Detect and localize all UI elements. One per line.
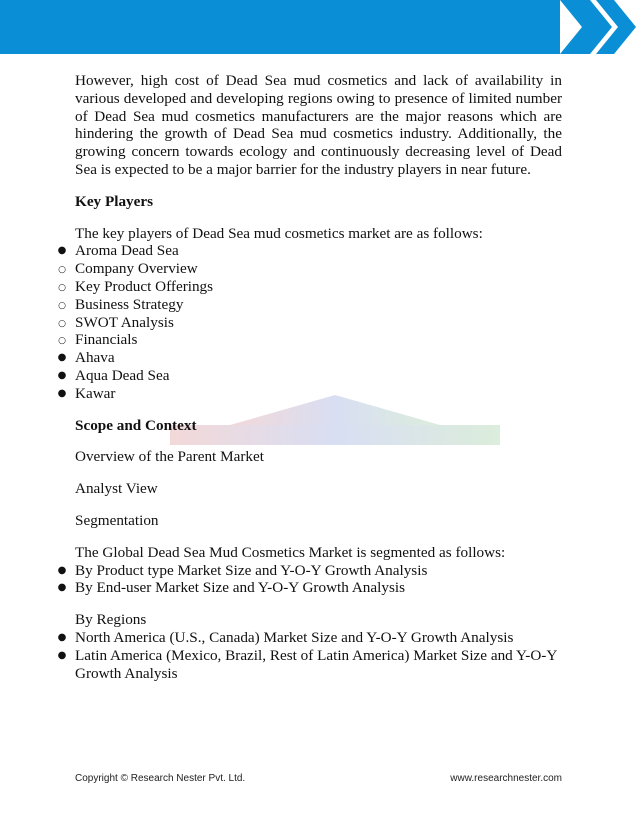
segments-list — [57, 561, 562, 598]
bullet-disc-icon: ● — [57, 631, 67, 643]
list-item: ○ Company Overview — [75, 260, 562, 278]
list-item: ● Kawar — [57, 384, 116, 402]
bullet-circle-icon: ○ — [58, 336, 66, 347]
list-item: ● Aqua Dead Sea — [57, 366, 170, 384]
regions-label: By Regions — [75, 611, 147, 629]
list-item: ○ Financials — [75, 331, 562, 349]
list-item: ○ Key Product Offerings — [75, 278, 562, 296]
bullet-disc-icon: ● — [57, 564, 67, 576]
key-players-intro: The key players of Dead Sea mud cosmetics market are as follows: — [75, 224, 483, 242]
list-item: ● Aroma Dead Sea — [57, 242, 179, 260]
bullet-disc-icon: ● — [57, 582, 67, 594]
website-text: www.researchnester.com — [450, 773, 562, 784]
bullet-disc-icon: ● — [57, 245, 67, 257]
document-body — [57, 72, 562, 682]
parent-market-line: Overview of the Parent Market — [75, 448, 264, 466]
copyright-text: Copyright © Research Nester Pvt. Ltd. — [75, 773, 246, 784]
list-item: ● By End-user Market Size and Y-O-Y Growth Analysis — [57, 579, 405, 597]
list-item: ○ Business Strategy — [75, 296, 562, 314]
scope-heading: Scope and Context — [75, 416, 197, 434]
list-item: ● Latin America (Mexico, Brazil, Rest of Latin America) Market Size and Y-O-Y Growth Analysis — [57, 646, 557, 682]
bullet-circle-icon: ○ — [58, 265, 66, 276]
bullet-circle-icon: ○ — [58, 318, 66, 329]
intro-paragraph: However, high cost of Dead Sea mud cosmetics and lack of availability in various developed and developing regions owing to presence of limited number of Dead Sea mud cosmetics manufacturers are the major reasons which are hindering the growth of Dead Sea mud cosmetics industry. Additionally, the growing concern towards ecology and continuously decreasing level of Dead Sea is expected to be a major barrier for the industry players in near future. — [75, 72, 562, 178]
header-band — [0, 0, 560, 54]
bullet-circle-icon: ○ — [58, 300, 66, 311]
list-item: ○ SWOT Analysis — [75, 314, 562, 332]
analyst-view-line: Analyst View — [75, 480, 158, 498]
bullet-disc-icon: ● — [57, 352, 67, 364]
list-item: ● Ahava — [57, 349, 115, 367]
segmentation-line: Segmentation — [75, 511, 159, 529]
regions-list — [57, 628, 562, 682]
bullet-circle-icon: ○ — [58, 282, 66, 293]
key-players-heading: Key Players — [75, 192, 154, 210]
list-item: ● By Product type Market Size and Y-O-Y Growth Analysis — [57, 561, 428, 579]
page-footer — [75, 773, 562, 784]
header-bar — [0, 0, 638, 54]
list-item: ● North America (U.S., Canada) Market Size and Y-O-Y Growth Analysis — [57, 628, 514, 646]
bullet-disc-icon: ● — [57, 649, 67, 661]
bullet-disc-icon: ● — [57, 387, 67, 399]
bullet-disc-icon: ● — [57, 369, 67, 381]
segmented-intro: The Global Dead Sea Mud Cosmetics Market is segmented as follows: — [75, 543, 506, 561]
key-players-list — [57, 242, 562, 402]
